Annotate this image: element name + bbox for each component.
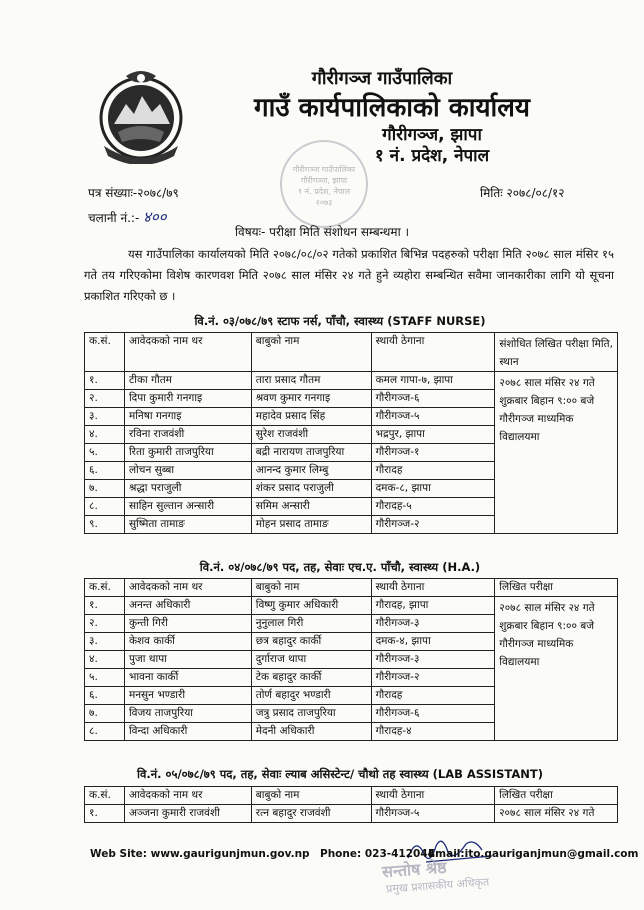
letter-date-value: २०७८/०८/१२ [506,186,565,200]
cell-address: गौरीगञ्ज-३ [371,651,495,669]
cell-father-name: महादेव प्रसाद सिंह [251,408,371,426]
cell-address: भद्रपुर, झापा [371,426,495,444]
cell-serial: २. [85,615,125,633]
table-header-row [85,579,618,597]
cell-applicant-name: मनिषा गनगाइ [124,408,251,426]
cell-applicant-name: भावना कार्की [124,669,251,687]
table-row [85,805,618,823]
cell-serial: १. [85,372,125,390]
staff-nurse-table [84,332,618,534]
header-address: स्थायी ठेगाना [371,579,495,597]
cell-father-name: टेक बहादुर कार्की [251,669,371,687]
cell-father-name: तोर्ण बहादुर भण्डारी [251,687,371,705]
cell-applicant-name: सुष्मिता तामाङ [124,516,251,534]
header-father-name: बाबुको नाम [251,579,371,597]
section-title-lab-assistant: वि.नं. ०५/०७८/७९ पद, तह, सेवाः ल्याब असिस्टेन्ट/ चौथो तह स्वास्थ्य (LAB ASSISTANT) [137,767,543,781]
cell-address: कमल गापा-७, झापा [371,372,495,390]
cell-father-name: श्रवण कुमार गनगाइ [251,390,371,408]
dispatch-number-label: चलानी नं.:- [88,211,140,225]
footer-phone: Phone: 023-412044 [320,848,435,860]
cell-father-name: नुनुलाल गिरी [251,615,371,633]
header-father-name: बाबुको नाम [251,787,371,805]
cell-serial: ३. [85,633,125,651]
cell-exam-note: २०७८ साल मंसिर २४ गते शुक्रबार बिहान ९:०० बजे गौरीगञ्ज माध्यमिक विद्यालयमा [495,597,618,741]
header-address: स्थायी ठेगाना [371,787,495,805]
cell-serial: १. [85,805,125,823]
cell-address: गौरादह-५ [371,498,495,516]
letter-number [88,184,179,201]
cell-address: गौरीगञ्ज-१ [371,444,495,462]
cell-applicant-name: विजय ताजपुरिया [124,705,251,723]
footer-email: Email:ito.gauriganjmun@gmail.com [428,848,639,860]
municipality-name: गौरीगञ्ज गाउँपालिका [311,68,453,89]
cell-serial: ९. [85,516,125,534]
table-header-row [85,333,618,372]
cell-father-name: जत्रु प्रसाद ताजपुरिया [251,705,371,723]
cell-father-name: सुरेश राजवंशी [251,426,371,444]
cell-father-name: तारा प्रसाद गौतम [251,372,371,390]
cell-father-name: समिम अन्सारी [251,498,371,516]
signatory-name-stamp: सन्तोष श्रेष्ठ [381,857,448,882]
cell-serial: ३. [85,408,125,426]
cell-father-name: दुर्गाराज थापा [251,651,371,669]
cell-address: दमक-४, झापा [371,633,495,651]
cell-exam-note: २०७८ साल मंसिर २४ गते [495,805,618,823]
letter-date [480,184,565,201]
lab-assistant-table [84,786,618,823]
cell-father-name: मोहन प्रसाद तामाङ [251,516,371,534]
cell-address: गौरीगञ्ज-२ [371,516,495,534]
section-title-staff-nurse: वि.नं. ०३/०७८/७९ स्टाफ नर्स, पाँचौ, स्वास्थ्य (STAFF NURSE) [194,314,486,328]
section-title-ha: वि.नं. ०४/०७८/७९ पद, तह, सेवाः एच.ए. पाँचौ, स्वास्थ्य (H.A.) [199,560,481,574]
notice-paragraph-text: यस गाउँपालिका कार्यालयको मिति २०७८/०८/०२ गतेको प्रकाशित बिभिन्न पदहरुको परीक्षा मिति २०७८ साल मंसिर १५ गते तय गरिएकोमा विशेष कारणवश मिति २०७८ साल मंसिर २४ गते हुने व्यहोरा सम्बन्धित सवैमा जानकारीका लागि यो सूचना प्रकाशित गरिएको छ । [84,247,614,303]
cell-applicant-name: दिपा कुमारी गनगाइ [124,390,251,408]
cell-serial: ६. [85,687,125,705]
cell-applicant-name: पुजा थापा [124,651,251,669]
table-row [85,372,618,390]
office-seal-stamp: गौरीगञ्ज गाउँपालिका गौरीगञ्ज, झापा १ नं. प्रदेश, नेपाल २०७३ [280,140,368,228]
cell-applicant-name: लोचन सुब्बा [124,462,251,480]
cell-father-name: मेदनी अधिकारी [251,723,371,741]
cell-serial: ८. [85,498,125,516]
notice-paragraph [84,244,614,307]
cell-applicant-name: कुन्ती गिरी [124,615,251,633]
province-country: १ नं. प्रदेश, नेपाल [374,146,490,166]
header-serial: क.सं. [85,579,125,597]
cell-serial: ७. [85,480,125,498]
cell-address: गौरीगञ्ज-५ [371,805,495,823]
cell-address: गौरादह-४ [371,723,495,741]
cell-serial: ४. [85,651,125,669]
table-row [85,597,618,615]
cell-applicant-name: साहिन सुल्तान अन्सारी [124,498,251,516]
cell-serial: ४. [85,426,125,444]
office-address: गौरीगञ्ज, झापा [382,125,482,145]
letter-number-value: २०७८/७९ [137,186,179,200]
signatory-title-stamp: प्रमुख प्रशासकीय अधिकृत [385,875,490,896]
cell-applicant-name: विन्दा अधिकारी [124,723,251,741]
cell-applicant-name: श्रद्धा पराजुली [124,480,251,498]
cell-father-name: आनन्द कुमार लिम्बु [251,462,371,480]
cell-father-name: छत्र बहादुर कार्की [251,633,371,651]
cell-address: दमक-८, झापा [371,480,495,498]
cell-serial: २. [85,390,125,408]
subject-line: विषयः- परीक्षा मिति संशोधन सम्बन्धमा । [234,225,410,239]
header-applicant-name: आवेदकको नाम थर [124,333,251,372]
cell-applicant-name: केशव कार्की [124,633,251,651]
header-father-name: बाबुको नाम [251,333,371,372]
cell-applicant-name: मनसुन भण्डारी [124,687,251,705]
cell-serial: ७. [85,705,125,723]
cell-address: गौरादह, झापा [371,597,495,615]
table-header-row [85,787,618,805]
cell-serial: ८. [85,723,125,741]
cell-serial: ६. [85,462,125,480]
header-address: स्थायी ठेगाना [371,333,495,372]
cell-exam-note: २०७८ साल मंसिर २४ गते शुक्रबार बिहान ९:०० बजे गौरीगञ्ज माध्यमिक विद्यालयमा [495,372,618,534]
header-applicant-name: आवेदकको नाम थर [124,579,251,597]
letter-date-label: मितिः [480,186,503,200]
cell-address: गौरादह [371,687,495,705]
header-applicant-name: आवेदकको नाम थर [124,787,251,805]
cell-serial: ५. [85,669,125,687]
header-exam-info: संशोधित लिखित परीक्षा मिति, स्थान [495,333,618,372]
letter-number-label: पत्र संख्याः- [88,186,138,200]
cell-father-name: शंकर प्रसाद पराजुली [251,480,371,498]
cell-address: गौरीगञ्ज-६ [371,390,495,408]
cell-address: गौरीगञ्ज-५ [371,408,495,426]
cell-address: गौरीगञ्ज-६ [371,705,495,723]
cell-address: गौरीगञ्ज-२ [371,669,495,687]
cell-serial: ५. [85,444,125,462]
cell-applicant-name: अञ्जना कुमारी राजवंशी [124,805,251,823]
cell-address: गौरादह [371,462,495,480]
cell-father-name: बद्री नारायण ताजपुरिया [251,444,371,462]
header-exam-info: लिखित परीक्षा [495,579,618,597]
cell-applicant-name: अनन्त अधिकारी [124,597,251,615]
header-serial: क.सं. [85,333,125,372]
dispatch-number-value: ४०० [143,208,167,226]
header-serial: क.सं. [85,787,125,805]
cell-address: गौरीगञ्ज-३ [371,615,495,633]
cell-applicant-name: रिता कुमारी ताजपुरिया [124,444,251,462]
header-exam-info: लिखित परीक्षा [495,787,618,805]
cell-father-name: रत्न बहादुर राजवंशी [251,805,371,823]
cell-father-name: विष्णु कुमार अधिकारी [251,597,371,615]
footer-website: Web Site: www.gaurigunjmun.gov.np [90,848,310,860]
office-title: गाउँ कार्यपालिकाको कार्यालय [254,93,530,123]
ha-table [84,578,618,741]
cell-applicant-name: रविना राजवंशी [124,426,251,444]
cell-applicant-name: टीका गौतम [124,372,251,390]
cell-serial: १. [85,597,125,615]
